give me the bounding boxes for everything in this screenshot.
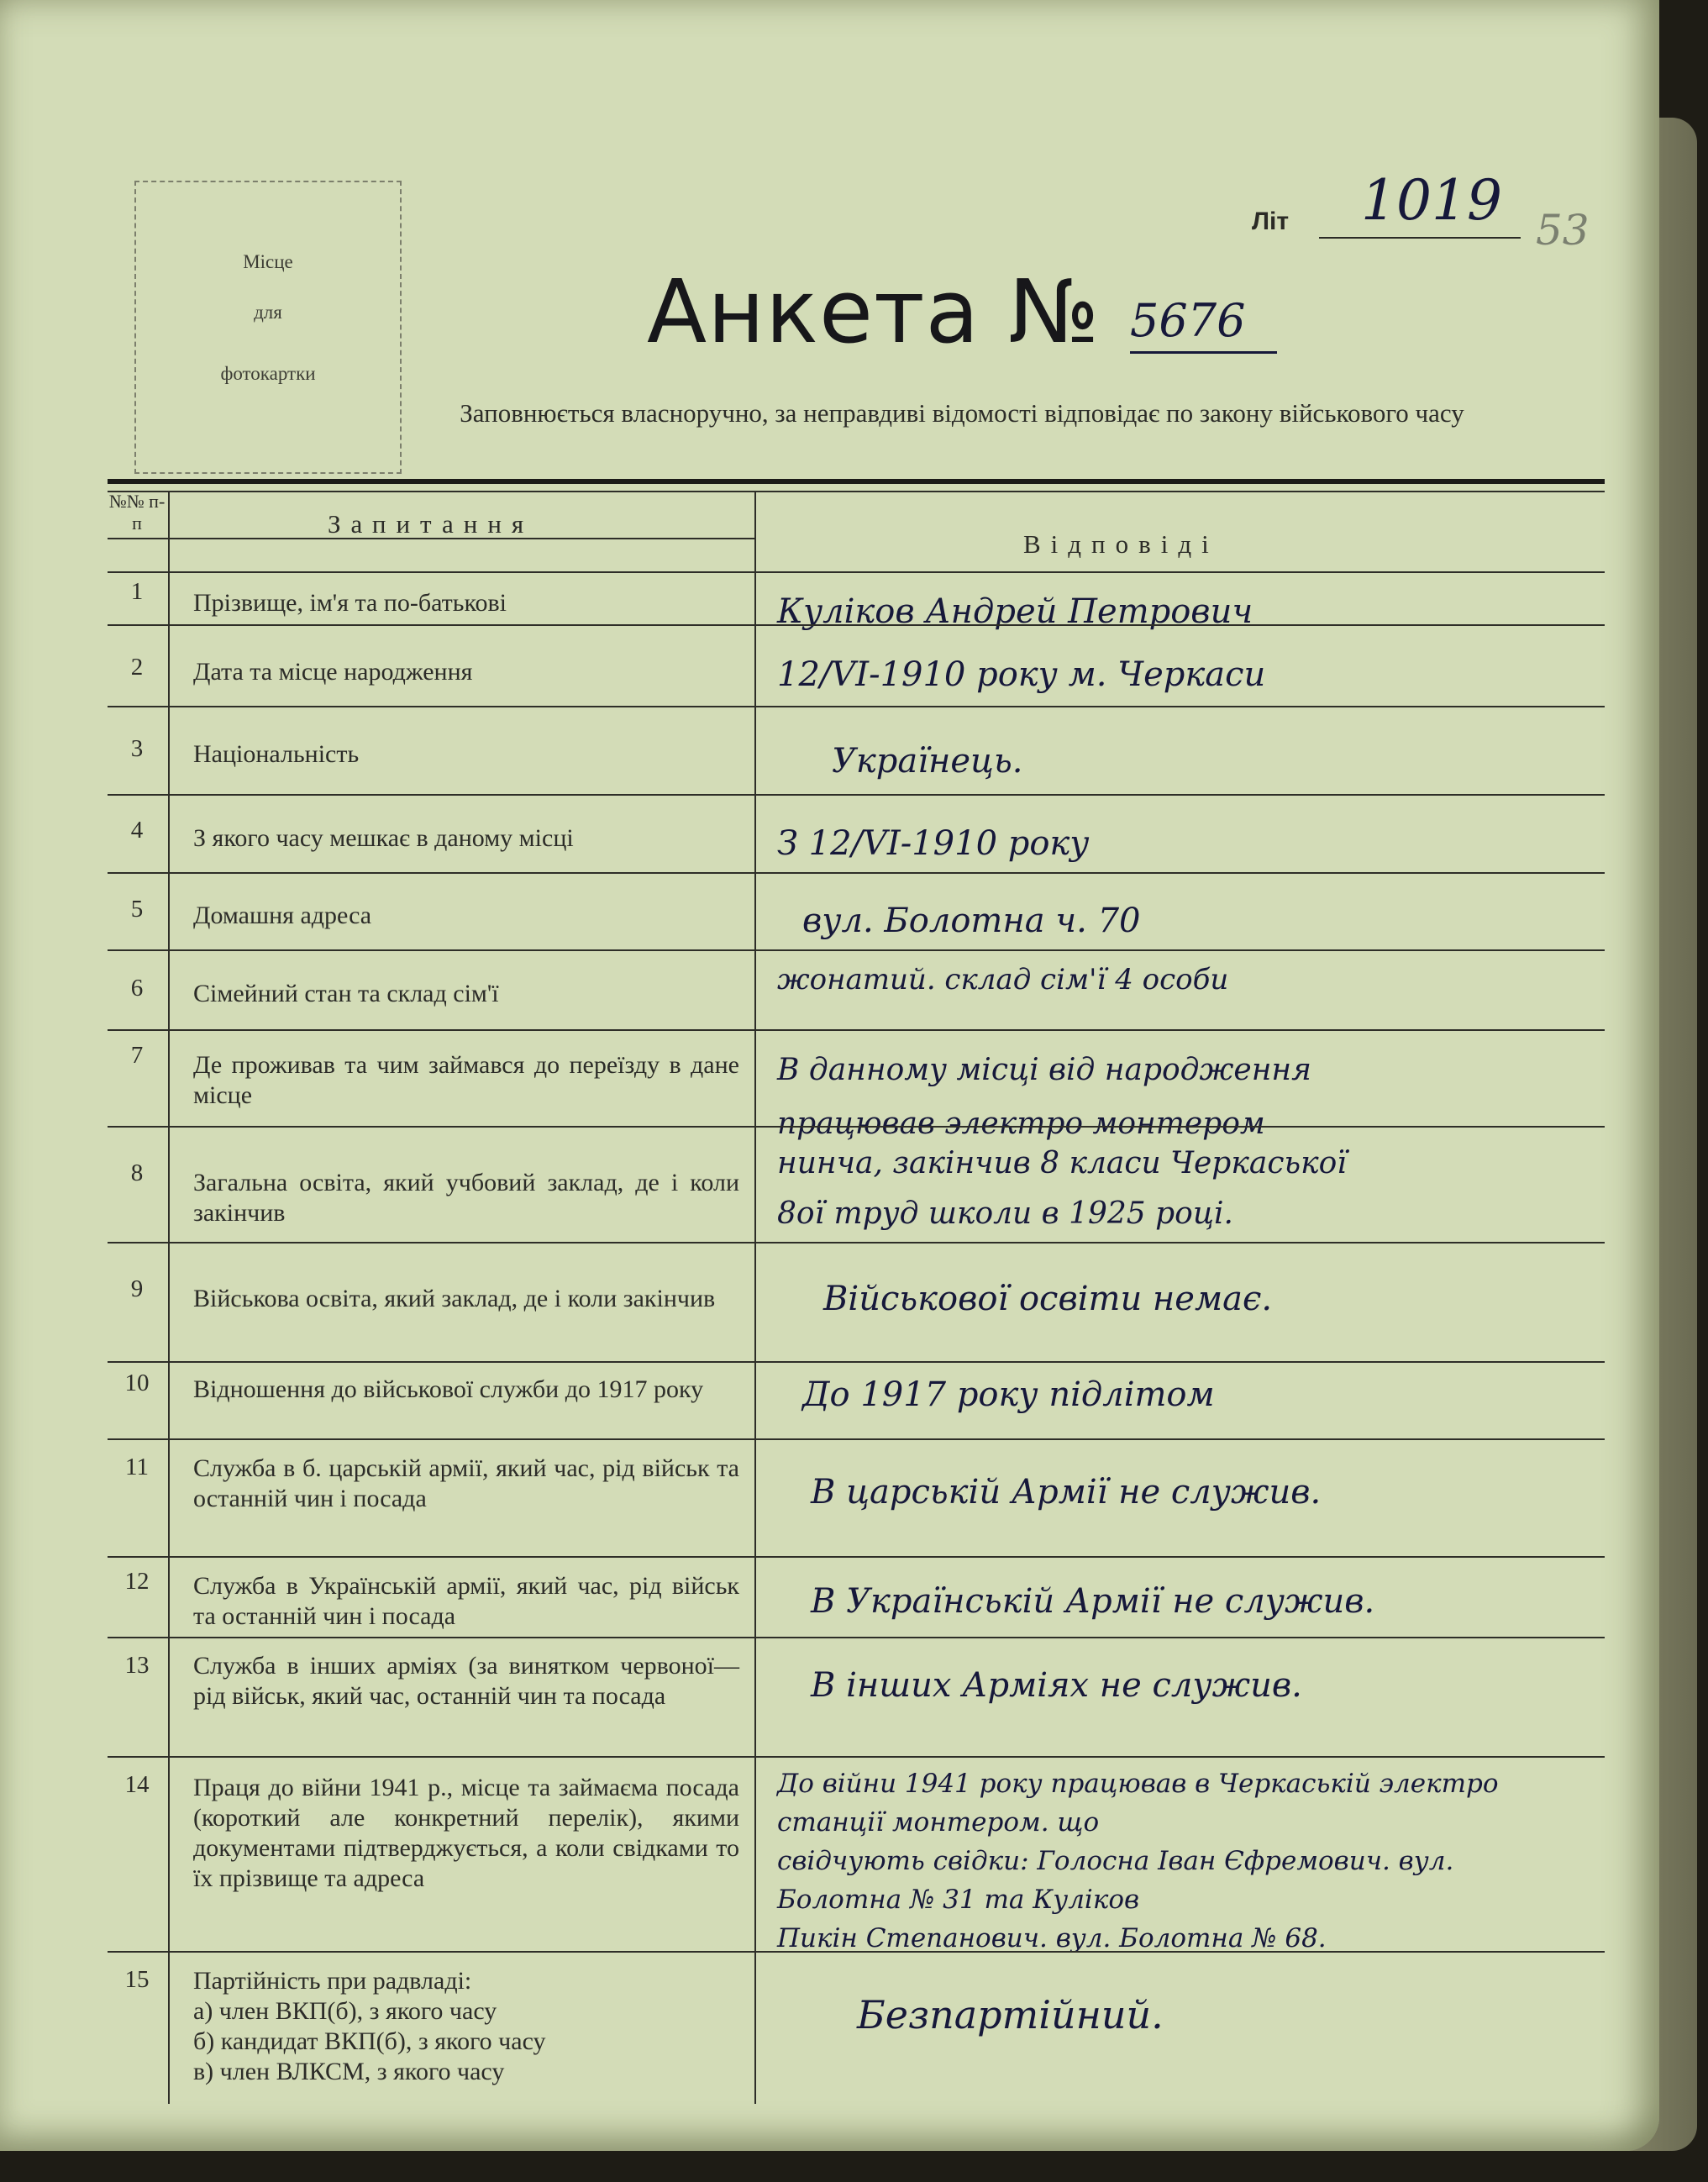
photo-placeholder-box — [134, 181, 402, 474]
answer-text: З 12/VI-1910 року — [777, 824, 1090, 863]
photo-label-line-3: фотокартки — [220, 363, 316, 384]
question-text: Служба в інших арміях (за винятком червоної—рід військ, який час, останній чин та посада — [193, 1652, 739, 1710]
lit-label: Літ — [1252, 208, 1290, 235]
question-text: Домашня адреса — [193, 902, 372, 929]
question-text: Сімейний стан та склад сім'ї — [193, 980, 499, 1007]
answer-text: В інших Арміях не служив. — [811, 1666, 1302, 1705]
row-divider — [108, 1126, 1605, 1128]
row-divider — [108, 1242, 1605, 1243]
row-divider — [108, 872, 1605, 874]
answer-text: нинча, закінчив 8 класи Черкаської 8ої труд школи в 1925 році. — [777, 1146, 1347, 1231]
answer-text: 12/VI-1910 року м. Черкаси — [777, 655, 1266, 694]
row-divider — [108, 1951, 1605, 1953]
question-text: Партійність при радвладі: а) член ВКП(б), з якого часу б) кандидат ВКП(б), з якого часу в) член ВЛКСМ, з якого часу — [193, 1967, 546, 2085]
form-number-underline — [1130, 351, 1277, 354]
column-divider-1 — [168, 491, 170, 2104]
answer-text: В царській Армії не служив. — [811, 1473, 1322, 1512]
question-text: Відношення до військової служби до 1917 року — [193, 1375, 704, 1403]
answer-text: В данному місці від народження працював электро монтером — [777, 1053, 1311, 1141]
question-text: З якого часу мешкає в даному місці — [193, 824, 574, 852]
answer-text: Військової освіти немає. — [823, 1280, 1273, 1318]
question-text: Праця до війни 1941 р., місце та займаєма посада (короткий але конкретний перелік), якими документами підтверджується, а коли свідками то їх прізвище та адреса — [193, 1774, 739, 1892]
question-text: Військова освіта, який заклад, де і коли закінчив — [193, 1285, 716, 1312]
row-number: 15 — [124, 1966, 150, 1993]
row-number: 4 — [130, 817, 144, 844]
question-text: Служба в Українській армії, який час, рід військ та останній чин і посада — [193, 1572, 739, 1630]
answer-text: До війни 1941 року працював в Черкаській электро станції монтером. що свідчують свідки: Голосна Іван Єфремович. вул. Болотна № 31 та Куліков Пикін Степанович. вул. Болотна № 68. — [777, 1769, 1499, 1953]
row-number: 9 — [130, 1275, 144, 1302]
side-page-number: 53 — [1536, 206, 1590, 255]
header-number: №№ п-п — [108, 491, 166, 534]
row-number: 8 — [130, 1159, 144, 1186]
answer-text: жонатий. склад сім'ї 4 особи — [777, 963, 1229, 996]
table-top-rule — [108, 479, 1605, 484]
row-number: 13 — [124, 1652, 150, 1679]
table-top-line — [108, 491, 1605, 492]
question-text: Національність — [193, 740, 360, 768]
answer-text: вул. Болотна ч. 70 — [802, 902, 1141, 940]
header-bottom-line — [108, 571, 1605, 573]
lit-underline — [1319, 237, 1521, 239]
question-text: Де проживав та чим займався до переїзду в дане місце — [193, 1051, 739, 1109]
row-number: 6 — [130, 975, 144, 1002]
row-number: 1 — [130, 578, 144, 605]
answer-text: Українець. — [832, 742, 1023, 781]
row-divider — [108, 1438, 1605, 1440]
row-number: 10 — [124, 1370, 150, 1396]
row-divider — [108, 1756, 1605, 1758]
form-subtitle: Заповнюється власноручно, за неправдиві відомості відповідає по закону військового часу — [460, 398, 1464, 428]
row-number: 11 — [125, 1454, 149, 1480]
question-text: Загальна освіта, який учбовий заклад, де і коли закінчив — [193, 1169, 739, 1227]
answer-text: До 1917 року підлітом — [802, 1375, 1215, 1414]
header-question-line — [108, 538, 754, 539]
header-answer: Відповіді — [1023, 529, 1219, 559]
row-divider — [108, 1637, 1605, 1638]
answer-text: Куліков Андрей Петрович — [777, 592, 1253, 631]
answer-text: В Українській Армії не служив. — [811, 1582, 1375, 1621]
row-number: 5 — [130, 896, 144, 923]
form-title: Анкета № — [647, 260, 1101, 363]
answer-text: Безпартійний. — [857, 1992, 1164, 2037]
row-divider — [108, 1556, 1605, 1558]
question-text: Дата та місце народження — [193, 658, 473, 686]
column-divider-2 — [754, 491, 756, 2104]
lit-number: 1019 — [1361, 168, 1502, 233]
header-question: Запитання — [328, 509, 534, 539]
row-divider — [108, 624, 1605, 626]
form-number: 5676 — [1130, 294, 1246, 347]
row-divider — [108, 794, 1605, 796]
row-divider — [108, 1361, 1605, 1363]
question-text: Прізвище, ім'я та по-батькові — [193, 589, 507, 617]
row-number: 7 — [130, 1042, 144, 1069]
row-number: 2 — [130, 654, 144, 681]
photo-label-line-1: Місце — [243, 251, 293, 272]
row-divider — [108, 1029, 1605, 1031]
photo-label-line-2: для — [254, 302, 282, 323]
row-divider — [108, 949, 1605, 951]
row-divider — [108, 706, 1605, 707]
row-number: 14 — [124, 1771, 150, 1798]
row-number: 12 — [124, 1568, 150, 1595]
question-text: Служба в б. царській армії, який час, рід військ та останній чин і посада — [193, 1454, 739, 1512]
row-number: 3 — [130, 735, 144, 762]
